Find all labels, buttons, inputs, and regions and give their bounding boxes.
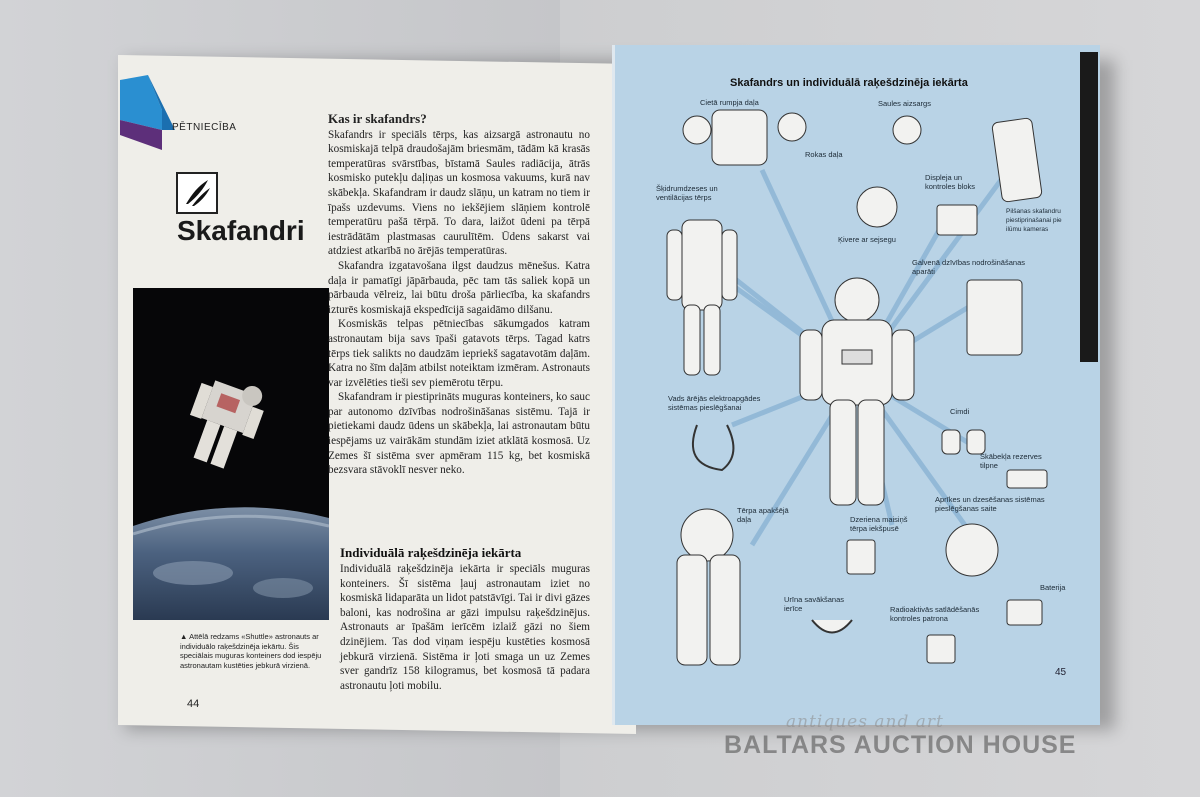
- mmu-paragraph: Individuālā raķešdzinēja iekārta ir speciāls muguras konteiners. Šī sistēma ļauj astronautam iziet no kosmiskā lidaparāta un lidot patstāvīgi. Tai ir divi gāzes baloni, kas nodrošina ar gāzi impulsu raķešdzinējus. Astronauts ar īpašām ierīcēm izlaiž gāzi no šiem dzinējiem. Tas dod viņam iespēju kustēties kosmosā jebkurā virzienā. Sistēma ir ļoti smaga un uz Zemes sver gandrīz 158 kilogramus, bet kosmosā tā padara astronautu ļoti mobilu.: [340, 563, 590, 692]
- paragraph: Skafandrs ir speciāls tērps, kas aizsargā astronautu no kosmiskajā telpā draudošajām briesmām, tādām kā krasās temperatūras svārstības, bīstamā Saules radiācija, ātrās kosmisko putekļu daļiņas un kosmosa vakuums, kurā nav skābekļa. Skafandram ir daudz slāņu, un katram no tiem ir īpašs uzdevums. Viens no iekšējiem slāņiem kontrolē temperatūru pašā tērpā. To dara, laižot ūdeni pa tērpā iestrādātām plastmasas caurulītēm. Ūdens sakarst vai atdziest atkarībā no ārējās temperatūras.: [328, 128, 590, 258]
- section-label: PĒTNIECĪBA: [172, 122, 237, 133]
- label-extra-visor: Pilšanas skafandru piestiprinašanai pie ilūmu kameras: [1006, 208, 1062, 233]
- heading-mmu: Individuālā raķešdzinēja iekārta: [340, 545, 522, 560]
- paragraph: Skafandram ir piestiprināts muguras konteiners, ko sauc par autonomo dzīvības nodrošināšanas sistēmu. Tajā ir pietiekami daudz ūdens un skābekļa, lai astronautam būtu iespējams uz vairākām stundām iziet atklātā kosmosā. Uz Zemes šī sistēma sver apmēram 115 kg, bet kosmiskā bezsvara stāvoklī nesver neko.: [328, 391, 590, 477]
- label-liquid-cooling: Šķidrumdzeses un ventilācijas tērps: [656, 184, 718, 202]
- paragraph: Kosmiskās telpas pētniecības sākumgados katram astronautam bija savs īpaši gatavots tērps. Tagad katrs tērps tiek salikts no daudzām iepriekš sagatavotām daļām. Katra no šīm daļām atbilst noteiktam izmēram. Astronauts var izvēlēties tieši sev piemērotu tērpu.: [328, 318, 590, 389]
- label-arm-part: Rokas daļa: [805, 150, 843, 159]
- label-sun-visor: Saules aizsargs: [878, 99, 931, 108]
- quill-icon: [176, 172, 218, 214]
- label-helmet: Ķivere ar sejsegu: [838, 235, 896, 244]
- chapter-logo: [120, 75, 180, 175]
- label-drink-bag: Dzeriena maisiņš tērpa iekšpusē: [850, 515, 908, 533]
- label-radio-cartridge: Radioaktivās satlādēšanās kontroles patrona: [890, 605, 980, 623]
- page-number-left: 44: [187, 698, 200, 710]
- label-gloves: Cimdi: [950, 407, 970, 416]
- page-title: Skafandri: [177, 215, 305, 246]
- astronaut-photo: [133, 288, 329, 620]
- heading-what-is-suit: Kas ir skafandrs?: [328, 111, 427, 126]
- watermark-tagline: antiques and art: [786, 712, 944, 732]
- spacesuit-diagram: [612, 45, 1097, 725]
- main-text-column: [328, 112, 590, 478]
- label-urine-device: Urīna savākšanas ierīce: [784, 595, 845, 613]
- label-lower-torso: Tērpa apakšējā daļa: [737, 506, 789, 524]
- label-reserve-oxygen: Skābekļa rezerves tilpne: [980, 452, 1042, 470]
- watermark-brand: BALTARS AUCTION HOUSE: [724, 731, 1077, 759]
- photo-caption: ▲ Attēlā redzams «Shuttle» astronauts ar individuālo raķešdzinēja iekārtu. Šis speciālais muguras konteiners dod iespēju astronautam kustēties jebkurā virzienā.: [180, 632, 322, 670]
- label-electrical-cable: Vads ārējās elektroapgādes sistēmas pieslēgšanai: [668, 394, 761, 412]
- label-hard-torso: Cietā rumpja daļa: [700, 98, 759, 107]
- label-life-support: Galvenā dzīvības nodrošināšanas aparāti: [912, 258, 1025, 276]
- diagram-title: Skafandrs un individuālā raķešdzinēja iekārta: [730, 77, 968, 89]
- label-battery: Baterija: [1040, 583, 1066, 592]
- paragraph: Skafandra izgatavošana ilgst daudzus mēnešus. Katra daļa ir pamatīgi jāpārbauda, pēc tam tās saliek kopā un pārbauda vēlreiz, lai būtu droša pārliecība, ka skafandrs izturēs kosmiskajā ekspedīcijā sagaidāmo dilšanu.: [328, 259, 590, 316]
- page-number-right: 45: [1055, 667, 1067, 678]
- label-display-unit: Displeja un kontroles bloks: [925, 173, 976, 191]
- label-connector-device: Aprīkes un dzesēšanas sistēmas pieslēgšanas saite: [935, 495, 1045, 513]
